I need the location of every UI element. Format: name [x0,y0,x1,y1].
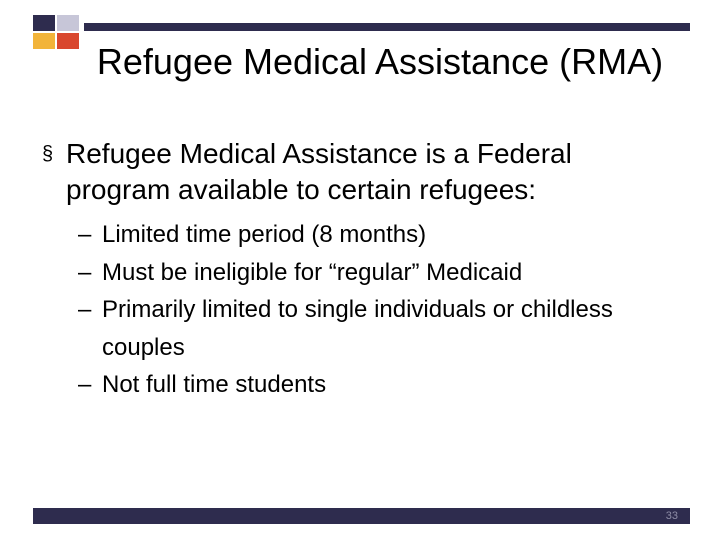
top-accent-bar [84,23,690,31]
logo-square-navy [33,15,55,31]
dash-marker: – [78,371,92,398]
dash-marker: – [78,221,92,248]
sub-bullet-item [78,254,678,292]
bottom-accent-bar [33,508,690,524]
sub-bullet-list [78,216,678,404]
sub-bullet-text: Must be ineligible for “regular” Medicaid [102,258,523,286]
sub-bullet-item [78,216,678,254]
dash-marker: – [78,258,92,286]
dash-marker: – [78,296,92,323]
sub-bullet-item [78,366,678,404]
sub-bullet-text: Not full time students [102,371,327,398]
sub-bullet-item [78,291,678,366]
slide-title: Refugee Medical Assistance (RMA) [96,41,664,82]
sub-bullet-text: Limited time period (8 months) [102,221,427,248]
page-number: 33 [665,510,678,522]
sub-bullet-text: Primarily limited to single individuals or childless couples [102,296,613,361]
logo-square-lavender [57,15,79,31]
main-bullet-text: Refugee Medical Assistance is a Federal program available to certain refugees: [66,138,572,205]
logo-square-gold [33,33,55,49]
bullet-marker-icon: § [42,143,54,165]
main-bullet [42,136,682,208]
